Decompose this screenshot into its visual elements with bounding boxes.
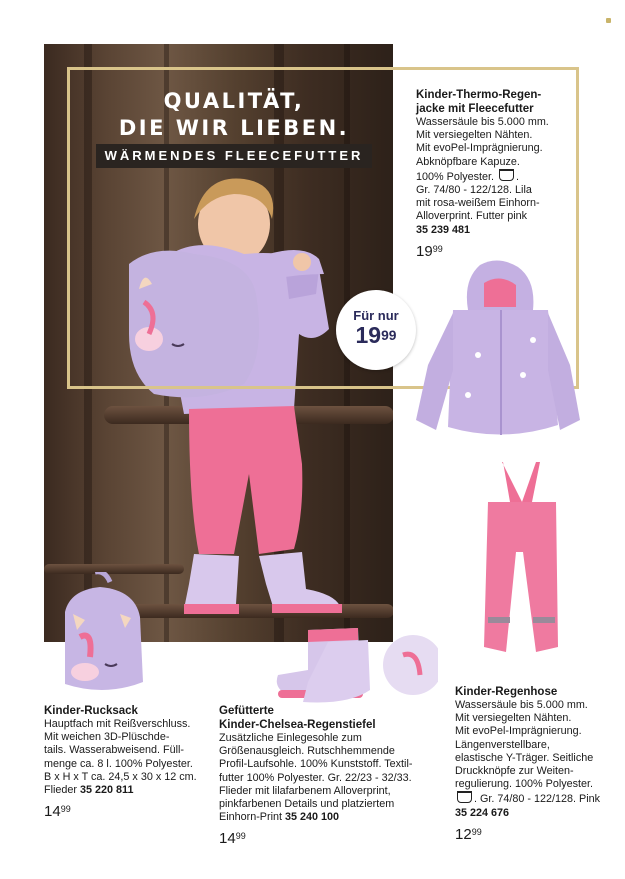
- jacket-line: Wassersäule bis 5.000 mm.: [416, 116, 549, 128]
- washing-care-icon: [499, 169, 514, 181]
- boots-description: [219, 704, 454, 847]
- jacket-article-number: 35 239 481: [416, 223, 471, 236]
- pants-line: elastische Y-Träger. Seitliche: [455, 751, 594, 764]
- boots-title-line2: Kinder-Chelsea-Regenstiefel: [219, 719, 376, 731]
- backpack-line: Mit weichen 3D-Plüschde-: [44, 731, 170, 744]
- boots-line: Flieder mit lilafarbenem Alloverprint,: [219, 784, 391, 797]
- pants-line: regulierung. 100% Polyester.: [455, 778, 594, 791]
- backpack-line: tails. Wasserabweisend. Füll-: [44, 744, 185, 757]
- pants-price: $12^{99}$: [455, 825, 482, 843]
- boots-line: futter 100% Polyester. Gr. 22/23 - 32/33.: [219, 771, 412, 784]
- backpack-description: [44, 704, 219, 820]
- pants-line: Wassersäule bis 5.000 mm.: [455, 699, 588, 711]
- jacket-line: Alloverprint. Futter pink: [416, 210, 528, 223]
- hero-headline-line1: QUALITÄT,: [163, 89, 305, 113]
- boots-line: Größenausgleich. Rutschhemmende: [219, 745, 395, 758]
- backpack-line: B x H x T ca. 24,5 x 30 x 12 cm.: [44, 770, 197, 783]
- backpack-line: menge ca. 8 l. 100% Polyester.: [44, 757, 193, 770]
- boots-image: [268, 620, 438, 710]
- backpack-image: [55, 572, 150, 697]
- pants-line: Mit versiegelten Nähten.: [455, 712, 572, 725]
- jacket-title-line1: Kinder-Thermo-Regen-: [416, 89, 542, 101]
- jacket-line: 100% Polyester. .: [416, 170, 520, 183]
- jacket-description: [416, 88, 586, 260]
- pants-line: Mit evoPel-Imprägnierung.: [455, 725, 582, 738]
- corner-mark: [606, 18, 611, 23]
- jacket-line: Mit versiegelten Nähten.: [416, 129, 533, 142]
- jacket-line: Mit evoPel-Imprägnierung.: [416, 142, 543, 155]
- pants-description: [455, 685, 620, 843]
- hero-tagline-bar: [96, 144, 372, 168]
- backpack-line: Hauptfach mit Reißverschluss.: [44, 718, 191, 730]
- price-badge: [336, 290, 416, 370]
- hero-headline-line2: DIE WIR LIEBEN.: [118, 116, 350, 140]
- jacket-price: $19^{99}$: [416, 242, 443, 260]
- jacket-image: [408, 255, 588, 445]
- boots-line: Zusätzliche Einlegesohle zum: [219, 732, 362, 744]
- pants-size-line: . Gr. 74/80 - 122/128. Pink: [455, 791, 620, 806]
- jacket-line: Abknöpfbare Kapuze.: [416, 155, 520, 168]
- jacket-line: mit rosa-weißem Einhorn-: [416, 197, 540, 210]
- pants-line: Längenverstellbare,: [455, 738, 550, 751]
- washing-care-icon: [457, 791, 472, 803]
- price-badge-value: $19^{99}$: [355, 322, 397, 348]
- boots-article-line: Einhorn-Print 35 240 100: [219, 811, 340, 824]
- boots-title-line1: Gefütterte: [219, 705, 274, 717]
- backpack-article-line: Flieder 35 220 811: [44, 784, 134, 797]
- backpack-title: Kinder-Rucksack: [44, 705, 138, 717]
- pants-article-number: 35 224 676: [455, 806, 510, 819]
- price-badge-label: Für nur: [353, 308, 399, 323]
- pants-line: Druckknöpfe zur Weiten-: [455, 765, 574, 778]
- jacket-line: Gr. 74/80 - 122/128. Lila: [416, 184, 532, 197]
- pants-title: Kinder-Regenhose: [455, 686, 558, 698]
- jacket-title-line2: jacke mit Fleecefutter: [416, 103, 534, 115]
- hero-tagline: WÄRMENDES FLEECEFUTTER: [104, 148, 364, 163]
- backpack-price: $14^{99}$: [44, 803, 71, 821]
- boots-price: $14^{99}$: [219, 830, 246, 848]
- boots-line: pinkfarbenen Details und platziertem: [219, 798, 395, 811]
- rain-pants-image: [478, 462, 563, 662]
- boots-line: Profil-Laufsohle. 100% Kunststoff. Textil-: [219, 758, 413, 771]
